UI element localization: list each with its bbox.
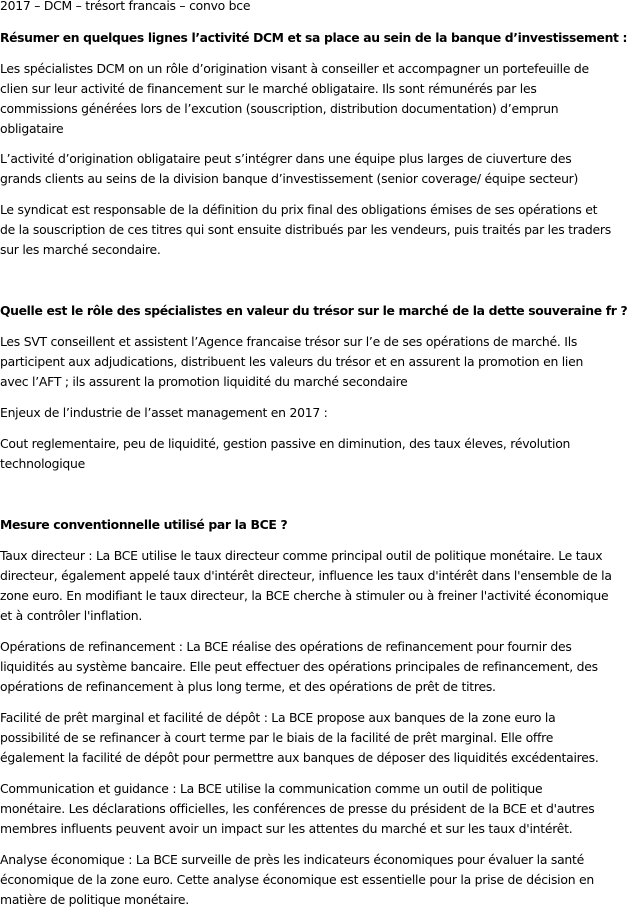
q3-paragraph-4-line: Communication et guidance : La BCE utilise la communication comme un outil de politique <box>0 781 543 796</box>
q3-paragraph-5-line: économique de la zone euro. Cette analyse économique est essentielle pour la prise de décision en <box>0 872 594 887</box>
q3-paragraph-2-line: opérations de refinancement à plus long terme, et des opérations de prêt de titres. <box>0 679 496 694</box>
q2-paragraph-1-line: Les SVT conseillent et assistent l’Agence francaise trésor sur l’e de ses opérations de marché. Ils <box>0 334 578 349</box>
q3-paragraph-4-line: membres influents peuvent avoir un impact sur les attentes du marché et sur les taux d'intérêt. <box>0 821 573 836</box>
question-1-title: Résumer en quelques lignes l’activité DCM et sa place au sein de la banque d’investissement : <box>0 30 628 45</box>
q3-paragraph-1-line: directeur, également appelé taux d'intérêt directeur, influence les taux d'intérêt dans l'ensemble de la <box>0 568 612 583</box>
q3-paragraph-5-line: Analyse économique : La BCE surveille de près les indicateurs économiques pour évaluer la santé <box>0 852 585 867</box>
q3-paragraph-3-line: possibilité de se refinancer à court terme par le biais de la facilité de prêt marginal. Elle offre <box>0 730 554 745</box>
q3-paragraph-3-line: également la facilité de dépôt pour permettre aux banques de déposer des liquidités excédentaires. <box>0 750 599 765</box>
question-2-title: Quelle est le rôle des spécialistes en valeur du trésor sur le marché de la dette souveraine fr ? <box>0 303 628 318</box>
q1-paragraph-1-line: Les spécialistes DCM on un rôle d’origination visant à conseiller et accompagner un portefeuille de <box>0 61 589 76</box>
q3-paragraph-2-line: Opérations de refinancement : La BCE réalise des opérations de refinancement pour fournir des <box>0 639 572 654</box>
q1-paragraph-1-line: commissions générées lors de l’excution (souscription, distribution documentation) d’emprun <box>0 101 559 116</box>
q1-paragraph-1-line: clien sur leur activité de financement sur le marché obligataire. Ils sont rémunérés par les <box>0 81 537 96</box>
q3-paragraph-5-line: matière de politique monétaire. <box>0 892 189 907</box>
q1-paragraph-3-line: sur les marché secondaire. <box>0 242 161 257</box>
q1-paragraph-2-line: grands clients au seins de la division banque d’investissement (senior coverage/ équipe secteur) <box>0 171 579 186</box>
q3-paragraph-1-line: et à contrôler l'inflation. <box>0 608 143 623</box>
q1-paragraph-3-line: Le syndicat est responsable de la définition du prix final des obligations émises de ses opérations et <box>0 202 598 217</box>
question-3-title: Mesure conventionnelle utilisé par la BCE ? <box>0 517 288 532</box>
q2-paragraph-1-line: avec l’AFT ; ils assurent la promotion liquidité du marché secondaire <box>0 374 408 389</box>
q3-paragraph-1-line: Taux directeur : La BCE utilise le taux directeur comme principal outil de politique monétaire. Le taux <box>0 548 603 563</box>
q1-paragraph-2-line: L’activité d’origination obligataire peut s’intégrer dans une équipe plus larges de ciuverture des <box>0 151 572 166</box>
q2-paragraph-3-line: technologique <box>0 456 86 471</box>
q2-paragraph-3-line: Cout reglementaire, peu de liquidité, gestion passive en diminution, des taux éleves, révolution <box>0 436 571 451</box>
q3-paragraph-4-line: monétaire. Les déclarations officielles, les conférences de presse du président de la BCE et d'autres <box>0 801 595 816</box>
q1-paragraph-3-line: de la souscription de ces titres qui sont ensuite distribués par les vendeurs, puis traités par les traders <box>0 222 611 237</box>
q3-paragraph-2-line: liquidités au système bancaire. Elle peut effectuer des opérations principales de refinancement, des <box>0 659 598 674</box>
q3-paragraph-1-line: zone euro. En modifiant le taux directeur, la BCE cherche à stimuler ou à freiner l'activité économique <box>0 588 609 603</box>
q3-paragraph-3-line: Facilité de prêt marginal et facilité de dépôt : La BCE propose aux banques de la zone euro la <box>0 710 556 725</box>
q2-paragraph-1-line: participent aux adjudications, distribuent les valeurs du trésor et en assurent la promotion en lien <box>0 354 584 369</box>
q1-paragraph-1-line: obligataire <box>0 121 64 136</box>
document-header: 2017 – DCM – trésort francais – convo bce <box>0 0 251 13</box>
q2-paragraph-2-line: Enjeux de l’industrie de l’asset management en 2017 : <box>0 405 328 420</box>
